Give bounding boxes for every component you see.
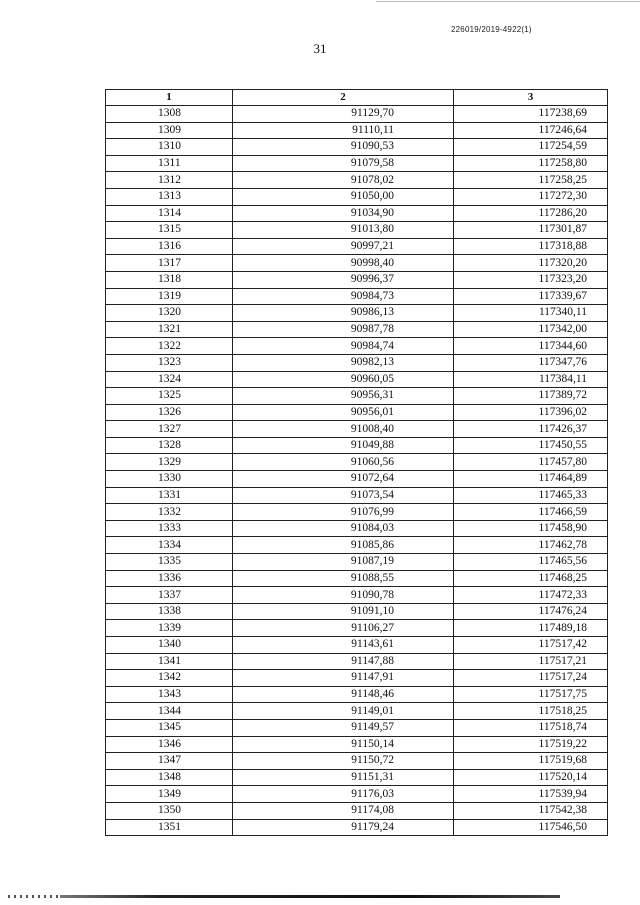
y-coordinate-cell: 117520,14 bbox=[454, 769, 608, 786]
x-coordinate-cell: 91060,56 bbox=[233, 454, 454, 471]
y-coordinate-cell: 117517,24 bbox=[454, 670, 608, 687]
x-coordinate-cell: 91072,64 bbox=[233, 471, 454, 488]
y-coordinate-cell: 117339,67 bbox=[454, 288, 608, 305]
point-number-cell: 1350 bbox=[106, 802, 233, 819]
table-row bbox=[106, 653, 608, 670]
table-row bbox=[106, 288, 608, 305]
table-row bbox=[106, 437, 608, 454]
x-coordinate-cell: 91150,72 bbox=[233, 753, 454, 770]
x-coordinate-cell: 91085,86 bbox=[233, 537, 454, 554]
x-coordinate-cell: 91034,90 bbox=[233, 205, 454, 222]
table-row bbox=[106, 388, 608, 405]
x-coordinate-cell: 91090,53 bbox=[233, 139, 454, 156]
x-coordinate-cell: 91078,02 bbox=[233, 172, 454, 189]
x-coordinate-cell: 91049,88 bbox=[233, 437, 454, 454]
table-row bbox=[106, 222, 608, 239]
point-number-cell: 1322 bbox=[106, 338, 233, 355]
x-coordinate-cell: 90984,73 bbox=[233, 288, 454, 305]
document-number: 226019/2019-4922(1) bbox=[451, 25, 532, 34]
y-coordinate-cell: 117518,25 bbox=[454, 703, 608, 720]
y-coordinate-cell: 117323,20 bbox=[454, 271, 608, 288]
table-row bbox=[106, 321, 608, 338]
table-row bbox=[106, 106, 608, 123]
x-coordinate-cell: 91110,11 bbox=[233, 122, 454, 139]
point-number-cell: 1308 bbox=[106, 106, 233, 123]
x-coordinate-cell: 91149,57 bbox=[233, 719, 454, 736]
point-number-cell: 1332 bbox=[106, 504, 233, 521]
page-number: 31 bbox=[313, 41, 327, 56]
point-number-cell: 1312 bbox=[106, 172, 233, 189]
table-row bbox=[106, 504, 608, 521]
y-coordinate-cell: 117458,90 bbox=[454, 520, 608, 537]
y-coordinate-cell: 117384,11 bbox=[454, 371, 608, 388]
y-coordinate-cell: 117468,25 bbox=[454, 570, 608, 587]
y-coordinate-cell: 117389,72 bbox=[454, 388, 608, 405]
scan-artifact-streak bbox=[60, 895, 560, 898]
x-coordinate-cell: 91008,40 bbox=[233, 421, 454, 438]
x-coordinate-cell: 91088,55 bbox=[233, 570, 454, 587]
y-coordinate-cell: 117320,20 bbox=[454, 255, 608, 272]
table-row bbox=[106, 172, 608, 189]
point-number-cell: 1319 bbox=[106, 288, 233, 305]
y-coordinate-cell: 117465,56 bbox=[454, 554, 608, 571]
y-coordinate-cell: 117286,20 bbox=[454, 205, 608, 222]
point-number-cell: 1334 bbox=[106, 537, 233, 554]
point-number-cell: 1344 bbox=[106, 703, 233, 720]
table-row bbox=[106, 139, 608, 156]
table-row bbox=[106, 520, 608, 537]
table-row bbox=[106, 255, 608, 272]
x-coordinate-cell: 91073,54 bbox=[233, 487, 454, 504]
point-number-cell: 1329 bbox=[106, 454, 233, 471]
x-coordinate-cell: 91129,70 bbox=[233, 106, 454, 123]
scan-artifact-dots bbox=[8, 895, 58, 898]
table-row bbox=[106, 587, 608, 604]
table-row bbox=[106, 454, 608, 471]
x-coordinate-cell: 91091,10 bbox=[233, 603, 454, 620]
x-coordinate-cell: 91147,91 bbox=[233, 670, 454, 687]
table-row bbox=[106, 736, 608, 753]
table-row bbox=[106, 570, 608, 587]
y-coordinate-cell: 117476,24 bbox=[454, 603, 608, 620]
table-row bbox=[106, 670, 608, 687]
table-row bbox=[106, 238, 608, 255]
y-coordinate-cell: 117542,38 bbox=[454, 802, 608, 819]
y-coordinate-cell: 117340,11 bbox=[454, 305, 608, 322]
x-coordinate-cell: 91143,61 bbox=[233, 637, 454, 654]
table-row bbox=[106, 719, 608, 736]
x-coordinate-cell: 91013,80 bbox=[233, 222, 454, 239]
point-number-cell: 1330 bbox=[106, 471, 233, 488]
x-coordinate-cell: 91174,08 bbox=[233, 802, 454, 819]
y-coordinate-cell: 117258,80 bbox=[454, 155, 608, 172]
coordinates-table bbox=[105, 89, 608, 836]
table-row bbox=[106, 305, 608, 322]
point-number-cell: 1314 bbox=[106, 205, 233, 222]
x-coordinate-cell: 90987,78 bbox=[233, 321, 454, 338]
x-coordinate-cell: 91050,00 bbox=[233, 188, 454, 205]
column-header-1: 1 bbox=[106, 90, 233, 106]
point-number-cell: 1342 bbox=[106, 670, 233, 687]
x-coordinate-cell: 90986,13 bbox=[233, 305, 454, 322]
table-row bbox=[106, 786, 608, 803]
point-number-cell: 1346 bbox=[106, 736, 233, 753]
x-coordinate-cell: 90956,31 bbox=[233, 388, 454, 405]
table-row bbox=[106, 703, 608, 720]
y-coordinate-cell: 117472,33 bbox=[454, 587, 608, 604]
x-coordinate-cell: 91148,46 bbox=[233, 686, 454, 703]
x-coordinate-cell: 91090,78 bbox=[233, 587, 454, 604]
y-coordinate-cell: 117517,21 bbox=[454, 653, 608, 670]
point-number-cell: 1321 bbox=[106, 321, 233, 338]
column-header-2: 2 bbox=[233, 90, 454, 106]
y-coordinate-cell: 117489,18 bbox=[454, 620, 608, 637]
table-row bbox=[106, 620, 608, 637]
point-number-cell: 1335 bbox=[106, 554, 233, 571]
point-number-cell: 1343 bbox=[106, 686, 233, 703]
table-row bbox=[106, 404, 608, 421]
y-coordinate-cell: 117450,55 bbox=[454, 437, 608, 454]
point-number-cell: 1333 bbox=[106, 520, 233, 537]
point-number-cell: 1338 bbox=[106, 603, 233, 620]
point-number-cell: 1315 bbox=[106, 222, 233, 239]
point-number-cell: 1349 bbox=[106, 786, 233, 803]
y-coordinate-cell: 117518,74 bbox=[454, 719, 608, 736]
point-number-cell: 1325 bbox=[106, 388, 233, 405]
y-coordinate-cell: 117254,59 bbox=[454, 139, 608, 156]
y-coordinate-cell: 117519,22 bbox=[454, 736, 608, 753]
x-coordinate-cell: 91079,58 bbox=[233, 155, 454, 172]
table-row bbox=[106, 271, 608, 288]
table-row bbox=[106, 554, 608, 571]
x-coordinate-cell: 91106,27 bbox=[233, 620, 454, 637]
table-row bbox=[106, 753, 608, 770]
x-coordinate-cell: 91149,01 bbox=[233, 703, 454, 720]
y-coordinate-cell: 117517,75 bbox=[454, 686, 608, 703]
point-number-cell: 1310 bbox=[106, 139, 233, 156]
table-row bbox=[106, 819, 608, 836]
y-coordinate-cell: 117301,87 bbox=[454, 222, 608, 239]
y-coordinate-cell: 117464,89 bbox=[454, 471, 608, 488]
y-coordinate-cell: 117457,80 bbox=[454, 454, 608, 471]
point-number-cell: 1327 bbox=[106, 421, 233, 438]
point-number-cell: 1347 bbox=[106, 753, 233, 770]
table-body bbox=[106, 106, 608, 836]
point-number-cell: 1320 bbox=[106, 305, 233, 322]
table-row bbox=[106, 155, 608, 172]
column-header-3: 3 bbox=[454, 90, 608, 106]
table-row bbox=[106, 769, 608, 786]
point-number-cell: 1324 bbox=[106, 371, 233, 388]
point-number-cell: 1317 bbox=[106, 255, 233, 272]
point-number-cell: 1313 bbox=[106, 188, 233, 205]
table-row bbox=[106, 205, 608, 222]
x-coordinate-cell: 91147,88 bbox=[233, 653, 454, 670]
x-coordinate-cell: 91176,03 bbox=[233, 786, 454, 803]
x-coordinate-cell: 91076,99 bbox=[233, 504, 454, 521]
scan-edge-line bbox=[376, 1, 640, 2]
y-coordinate-cell: 117396,02 bbox=[454, 404, 608, 421]
point-number-cell: 1340 bbox=[106, 637, 233, 654]
x-coordinate-cell: 90998,40 bbox=[233, 255, 454, 272]
y-coordinate-cell: 117466,59 bbox=[454, 504, 608, 521]
point-number-cell: 1351 bbox=[106, 819, 233, 836]
point-number-cell: 1316 bbox=[106, 238, 233, 255]
table-row bbox=[106, 371, 608, 388]
table-row bbox=[106, 686, 608, 703]
table-row bbox=[106, 802, 608, 819]
point-number-cell: 1345 bbox=[106, 719, 233, 736]
y-coordinate-cell: 117246,64 bbox=[454, 122, 608, 139]
x-coordinate-cell: 91087,19 bbox=[233, 554, 454, 571]
y-coordinate-cell: 117462,78 bbox=[454, 537, 608, 554]
table-row bbox=[106, 537, 608, 554]
point-number-cell: 1336 bbox=[106, 570, 233, 587]
x-coordinate-cell: 90956,01 bbox=[233, 404, 454, 421]
table-row bbox=[106, 603, 608, 620]
y-coordinate-cell: 117539,94 bbox=[454, 786, 608, 803]
table-header-row bbox=[106, 90, 608, 106]
point-number-cell: 1328 bbox=[106, 437, 233, 454]
table-row bbox=[106, 122, 608, 139]
y-coordinate-cell: 117347,76 bbox=[454, 354, 608, 371]
point-number-cell: 1339 bbox=[106, 620, 233, 637]
y-coordinate-cell: 117465,33 bbox=[454, 487, 608, 504]
y-coordinate-cell: 117258,25 bbox=[454, 172, 608, 189]
y-coordinate-cell: 117342,00 bbox=[454, 321, 608, 338]
point-number-cell: 1348 bbox=[106, 769, 233, 786]
y-coordinate-cell: 117426,37 bbox=[454, 421, 608, 438]
point-number-cell: 1311 bbox=[106, 155, 233, 172]
x-coordinate-cell: 90996,37 bbox=[233, 271, 454, 288]
y-coordinate-cell: 117344,60 bbox=[454, 338, 608, 355]
y-coordinate-cell: 117519,68 bbox=[454, 753, 608, 770]
y-coordinate-cell: 117546,50 bbox=[454, 819, 608, 836]
point-number-cell: 1331 bbox=[106, 487, 233, 504]
x-coordinate-cell: 91150,14 bbox=[233, 736, 454, 753]
table-row bbox=[106, 338, 608, 355]
x-coordinate-cell: 90984,74 bbox=[233, 338, 454, 355]
x-coordinate-cell: 90960,05 bbox=[233, 371, 454, 388]
y-coordinate-cell: 117272,30 bbox=[454, 188, 608, 205]
point-number-cell: 1326 bbox=[106, 404, 233, 421]
y-coordinate-cell: 117318,88 bbox=[454, 238, 608, 255]
point-number-cell: 1309 bbox=[106, 122, 233, 139]
table-row bbox=[106, 637, 608, 654]
point-number-cell: 1337 bbox=[106, 587, 233, 604]
point-number-cell: 1341 bbox=[106, 653, 233, 670]
table-row bbox=[106, 487, 608, 504]
point-number-cell: 1318 bbox=[106, 271, 233, 288]
y-coordinate-cell: 117238,69 bbox=[454, 106, 608, 123]
table-row bbox=[106, 471, 608, 488]
table-row bbox=[106, 421, 608, 438]
point-number-cell: 1323 bbox=[106, 354, 233, 371]
x-coordinate-cell: 91084,03 bbox=[233, 520, 454, 537]
x-coordinate-cell: 90997,21 bbox=[233, 238, 454, 255]
table-row bbox=[106, 188, 608, 205]
y-coordinate-cell: 117517,42 bbox=[454, 637, 608, 654]
x-coordinate-cell: 91151,31 bbox=[233, 769, 454, 786]
x-coordinate-cell: 90982,13 bbox=[233, 354, 454, 371]
x-coordinate-cell: 91179,24 bbox=[233, 819, 454, 836]
table-row bbox=[106, 354, 608, 371]
